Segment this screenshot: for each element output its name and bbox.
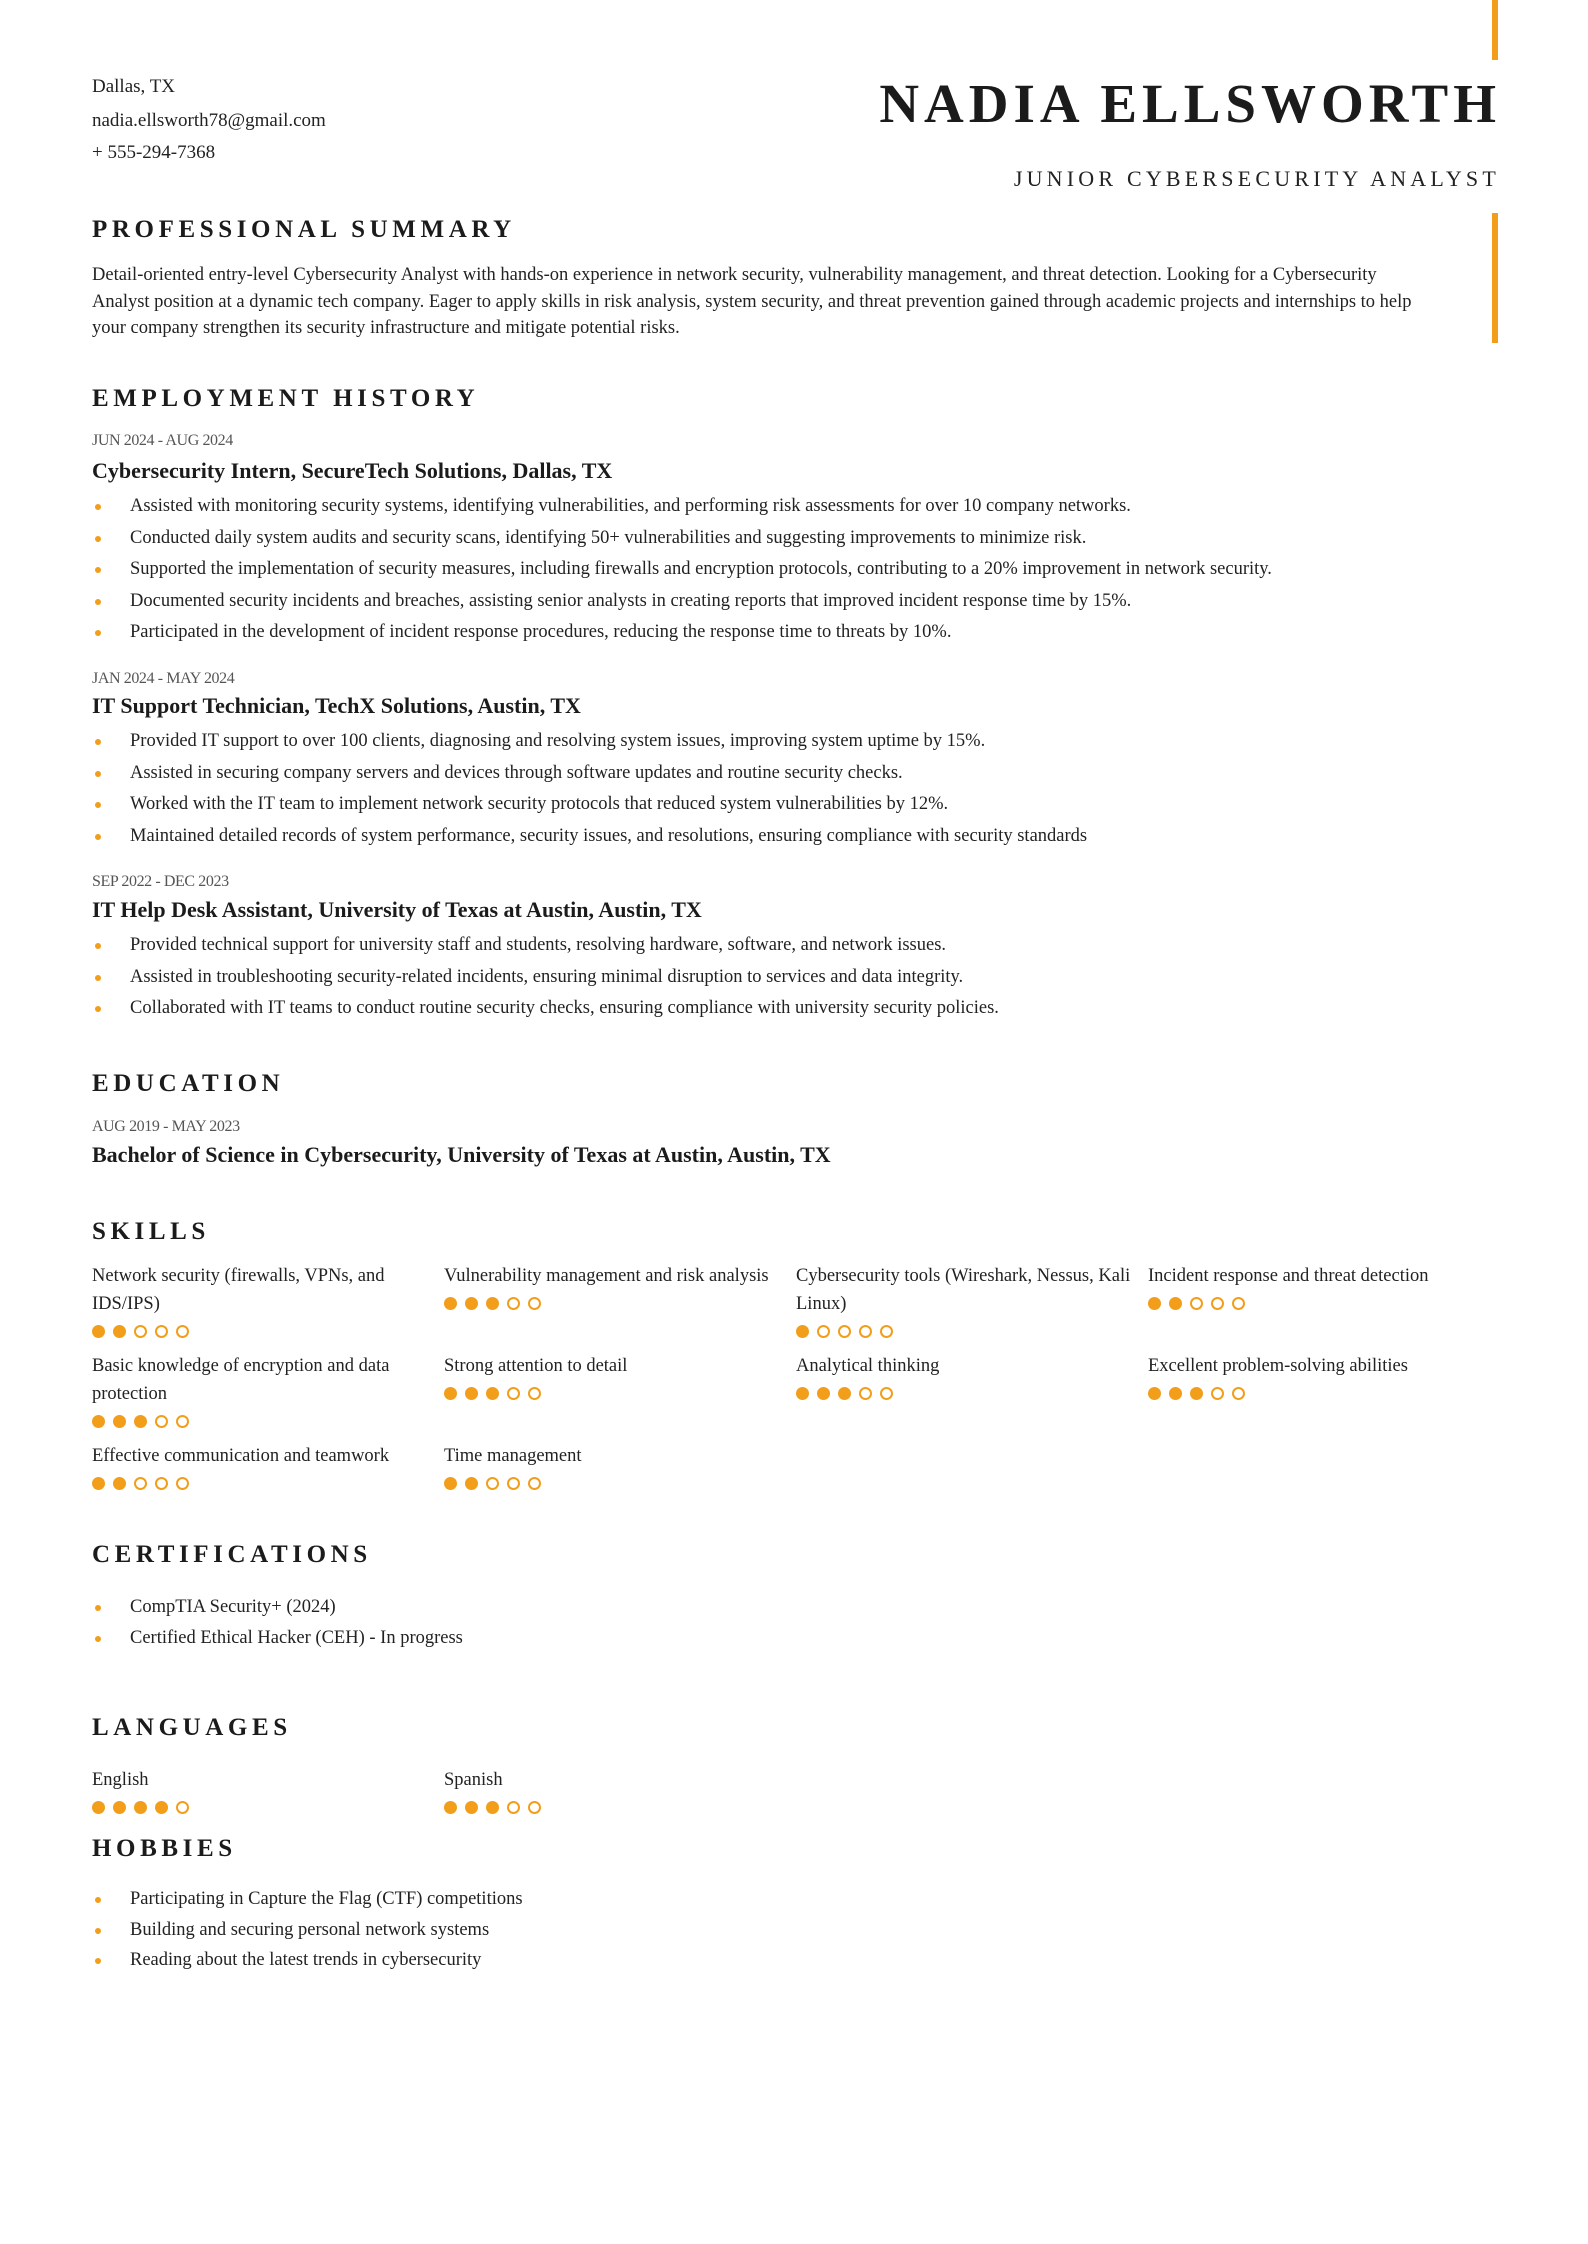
rating-dot-filled-icon: [486, 1801, 499, 1814]
language-item: [444, 1766, 784, 1814]
certification-text: CompTIA Security+ (2024): [130, 1597, 336, 1617]
language-rating: [444, 1800, 784, 1814]
job-title: IT Help Desk Assistant, University of Texas at Austin, Austin, TX: [92, 897, 702, 922]
rating-dot-empty-icon: [486, 1477, 499, 1490]
rating-dot-filled-icon: [486, 1297, 499, 1310]
rating-dot-empty-icon: [176, 1415, 189, 1428]
rating-dot-empty-icon: [528, 1477, 541, 1490]
skill-name: Basic knowledge of encryption and data protection: [92, 1356, 390, 1404]
skill-name: Vulnerability management and risk analysis: [444, 1266, 769, 1286]
list-item: [92, 789, 1087, 821]
rating-dot-empty-icon: [155, 1415, 168, 1428]
contact-location: Dallas, TX: [92, 76, 176, 97]
list-item: [92, 758, 1087, 790]
bullet-icon: [95, 975, 101, 981]
rating-dot-empty-icon: [507, 1297, 520, 1310]
skill-name: Time management: [444, 1446, 582, 1466]
rating-dot-empty-icon: [155, 1325, 168, 1338]
list-item: [92, 821, 1087, 853]
skill-name: Excellent problem-solving abilities: [1148, 1356, 1408, 1376]
rating-dot-filled-icon: [838, 1387, 851, 1400]
rating-dot-filled-icon: [1169, 1387, 1182, 1400]
rating-dot-filled-icon: [796, 1325, 809, 1338]
list-item: [92, 1623, 463, 1654]
rating-dot-filled-icon: [134, 1801, 147, 1814]
rating-dot-filled-icon: [1148, 1297, 1161, 1310]
skill-name: Strong attention to detail: [444, 1356, 628, 1376]
bullet-icon: [95, 739, 101, 745]
rating-dot-empty-icon: [528, 1801, 541, 1814]
rating-dot-empty-icon: [859, 1387, 872, 1400]
certification-text: Certified Ethical Hacker (CEH) - In progress: [130, 1627, 463, 1648]
skill-name: Cybersecurity tools (Wireshark, Nessus, Kali Linux): [796, 1266, 1131, 1314]
bullet-icon: [95, 630, 101, 636]
rating-dot-empty-icon: [880, 1325, 893, 1338]
rating-dot-empty-icon: [528, 1387, 541, 1400]
rating-dot-filled-icon: [444, 1297, 457, 1310]
skill-item: [92, 1352, 432, 1428]
rating-dot-empty-icon: [859, 1325, 872, 1338]
rating-dot-filled-icon: [92, 1325, 105, 1338]
bullet-icon: [95, 1605, 101, 1611]
candidate-name: NADIA ELLSWORTH: [879, 73, 1501, 134]
bullet-text: Maintained detailed records of system performance, security issues, and resolutions, ensuring compliance with security standards: [130, 825, 1088, 846]
rating-dot-filled-icon: [134, 1415, 147, 1428]
section-heading: EDUCATION: [92, 1070, 285, 1097]
bullet-icon: [95, 802, 101, 808]
contact-email[interactable]: nadia.ellsworth78@gmail.com: [92, 110, 326, 131]
skill-item: [444, 1262, 784, 1310]
skill-name: Analytical thinking: [796, 1356, 940, 1376]
job-title: Cybersecurity Intern, SecureTech Solutions, Dallas, TX: [92, 458, 613, 483]
rating-dot-filled-icon: [92, 1415, 105, 1428]
rating-dot-filled-icon: [486, 1387, 499, 1400]
rating-dot-filled-icon: [444, 1477, 457, 1490]
rating-dot-empty-icon: [1190, 1297, 1203, 1310]
rating-dot-filled-icon: [1169, 1297, 1182, 1310]
rating-dot-filled-icon: [444, 1387, 457, 1400]
job-title: IT Support Technician, TechX Solutions, Austin, TX: [92, 693, 581, 718]
skill-item: [444, 1352, 784, 1400]
list-item: [92, 993, 999, 1025]
bullet-icon: [95, 834, 101, 840]
bullet-text: Assisted in troubleshooting security-related incidents, ensuring minimal disruption to services and data integrity.: [130, 966, 964, 987]
rating-dot-empty-icon: [1232, 1297, 1245, 1310]
rating-dot-empty-icon: [134, 1325, 147, 1338]
rating-dot-filled-icon: [113, 1325, 126, 1338]
list-item: [92, 1592, 463, 1623]
skill-rating: [92, 1324, 432, 1338]
skill-rating: [92, 1476, 432, 1490]
list-item: [92, 726, 1087, 758]
rating-dot-empty-icon: [528, 1297, 541, 1310]
rating-dot-empty-icon: [507, 1477, 520, 1490]
skill-item: [1148, 1262, 1488, 1310]
rating-dot-empty-icon: [1211, 1297, 1224, 1310]
rating-dot-empty-icon: [176, 1801, 189, 1814]
skill-item: [796, 1262, 1136, 1338]
rating-dot-empty-icon: [176, 1477, 189, 1490]
bullet-icon: [95, 599, 101, 605]
job-bullets: [92, 726, 1087, 852]
rating-dot-empty-icon: [1232, 1387, 1245, 1400]
bullet-icon: [95, 567, 101, 573]
rating-dot-empty-icon: [1211, 1387, 1224, 1400]
skill-rating: [92, 1414, 432, 1428]
hobby-text: Participating in Capture the Flag (CTF) competitions: [130, 1889, 523, 1909]
rating-dot-filled-icon: [113, 1477, 126, 1490]
section-heading: LANGUAGES: [92, 1714, 292, 1741]
job-dates: JUN 2024 - AUG 2024: [92, 432, 233, 449]
skill-item: [444, 1442, 784, 1490]
hobby-text: Building and securing personal network systems: [130, 1919, 490, 1940]
rating-dot-filled-icon: [465, 1477, 478, 1490]
rating-dot-empty-icon: [507, 1387, 520, 1400]
skill-rating: [796, 1386, 1136, 1400]
list-item: [92, 962, 999, 994]
rating-dot-filled-icon: [155, 1801, 168, 1814]
list-item: [92, 523, 1272, 555]
education-dates: AUG 2019 - MAY 2023: [92, 1118, 240, 1135]
bullet-text: Participated in the development of incident response procedures, reducing the response time to threats by 10%.: [130, 622, 952, 642]
rating-dot-empty-icon: [155, 1477, 168, 1490]
language-name: Spanish: [444, 1770, 503, 1790]
rating-dot-empty-icon: [134, 1477, 147, 1490]
rating-dot-empty-icon: [507, 1801, 520, 1814]
list-item: [92, 554, 1272, 586]
job-bullets: [92, 491, 1272, 649]
bullet-icon: [95, 1006, 101, 1012]
bullet-text: Provided technical support for university staff and students, resolving hardware, software, and network issues.: [130, 935, 947, 955]
skill-item: [92, 1442, 432, 1490]
bullet-text: Conducted daily system audits and security scans, identifying 50+ vulnerabilities and suggesting improvements to minimize risk.: [130, 527, 1087, 548]
rating-dot-filled-icon: [817, 1387, 830, 1400]
section-heading: HOBBIES: [92, 1835, 237, 1862]
bullet-icon: [95, 1958, 101, 1964]
skill-rating: [444, 1386, 784, 1400]
skill-rating: [444, 1296, 784, 1310]
bullet-text: Documented security incidents and breaches, assisting senior analysts in creating reports that improved incident response time by 15%.: [130, 590, 1132, 611]
bullet-icon: [95, 771, 101, 777]
bullet-icon: [95, 1928, 101, 1934]
certifications-list: [92, 1592, 463, 1653]
job-dates: JAN 2024 - MAY 2024: [92, 670, 235, 687]
list-item: [92, 1945, 523, 1976]
bullet-text: Collaborated with IT teams to conduct routine security checks, ensuring compliance with university security policies.: [130, 998, 999, 1018]
language-rating: [92, 1800, 432, 1814]
rating-dot-filled-icon: [113, 1415, 126, 1428]
rating-dot-empty-icon: [838, 1325, 851, 1338]
job-dates: SEP 2022 - DEC 2023: [92, 873, 229, 890]
rating-dot-filled-icon: [1148, 1387, 1161, 1400]
rating-dot-filled-icon: [465, 1297, 478, 1310]
rating-dot-filled-icon: [465, 1387, 478, 1400]
summary-text: Detail-oriented entry-level Cybersecurity Analyst with hands-on experience in network security, vulnerability management, and threat detection. Looking for a Cybersecurity Analyst position at a dynamic tech company. Eager to apply skills in risk analysis, system security, and threat prevention gained through academic projects and internships to help your company strengthen its security infrastructure and mitigate potential risks.: [92, 265, 1412, 338]
contact-phone[interactable]: + 555-294-7368: [92, 142, 216, 163]
bullet-icon: [95, 943, 101, 949]
rating-dot-filled-icon: [796, 1387, 809, 1400]
skill-rating: [1148, 1296, 1488, 1310]
bullet-text: Supported the implementation of security measures, including firewalls and encryption protocols, contributing to a 20% improvement in network security.: [130, 559, 1272, 579]
language-name: English: [92, 1770, 149, 1790]
list-item: [92, 617, 1272, 649]
bullet-text: Provided IT support to over 100 clients, diagnosing and resolving system issues, improving system uptime by 15%.: [130, 731, 986, 751]
skill-name: Network security (firewalls, VPNs, and IDS/IPS): [92, 1266, 385, 1314]
rating-dot-filled-icon: [444, 1801, 457, 1814]
bullet-text: Assisted in securing company servers and devices through software updates and routine security checks.: [130, 762, 903, 783]
candidate-title: JUNIOR CYBERSECURITY ANALYST: [1013, 166, 1500, 191]
list-item: [92, 930, 999, 962]
skill-rating: [796, 1324, 1136, 1338]
skill-item: [796, 1352, 1136, 1400]
bullet-text: Worked with the IT team to implement network security protocols that reduced system vulnerabilities by 12%.: [130, 794, 949, 814]
list-item: [92, 491, 1272, 523]
bullet-icon: [95, 504, 101, 510]
rating-dot-filled-icon: [1190, 1387, 1203, 1400]
bullet-text: Assisted with monitoring security systems, identifying vulnerabilities, and performing risk assessments for over 10 company networks.: [130, 496, 1131, 516]
list-item: [92, 586, 1272, 618]
bullet-icon: [95, 536, 101, 542]
hobby-text: Reading about the latest trends in cybersecurity: [130, 1950, 482, 1970]
rating-dot-filled-icon: [113, 1801, 126, 1814]
rating-dot-filled-icon: [465, 1801, 478, 1814]
skill-rating: [444, 1476, 784, 1490]
language-item: [92, 1766, 432, 1814]
rating-dot-empty-icon: [176, 1325, 189, 1338]
section-heading: CERTIFICATIONS: [92, 1541, 372, 1568]
job-bullets: [92, 930, 999, 1025]
list-item: [92, 1884, 523, 1915]
bullet-icon: [95, 1897, 101, 1903]
hobbies-list: [92, 1884, 523, 1976]
bullet-icon: [95, 1636, 101, 1642]
list-item: [92, 1915, 523, 1946]
section-heading: PROFESSIONAL SUMMARY: [92, 216, 516, 243]
accent-bar-side: [1492, 213, 1498, 343]
skill-item: [1148, 1352, 1488, 1400]
rating-dot-empty-icon: [817, 1325, 830, 1338]
skill-item: [92, 1262, 432, 1338]
skill-name: Incident response and threat detection: [1148, 1266, 1429, 1286]
rating-dot-empty-icon: [880, 1387, 893, 1400]
section-heading: SKILLS: [92, 1218, 210, 1245]
education-degree: Bachelor of Science in Cybersecurity, University of Texas at Austin, Austin, TX: [92, 1142, 831, 1167]
rating-dot-filled-icon: [92, 1477, 105, 1490]
section-heading: EMPLOYMENT HISTORY: [92, 385, 480, 412]
rating-dot-filled-icon: [92, 1801, 105, 1814]
skill-name: Effective communication and teamwork: [92, 1446, 390, 1466]
skill-rating: [1148, 1386, 1488, 1400]
accent-bar-top: [1492, 0, 1498, 60]
